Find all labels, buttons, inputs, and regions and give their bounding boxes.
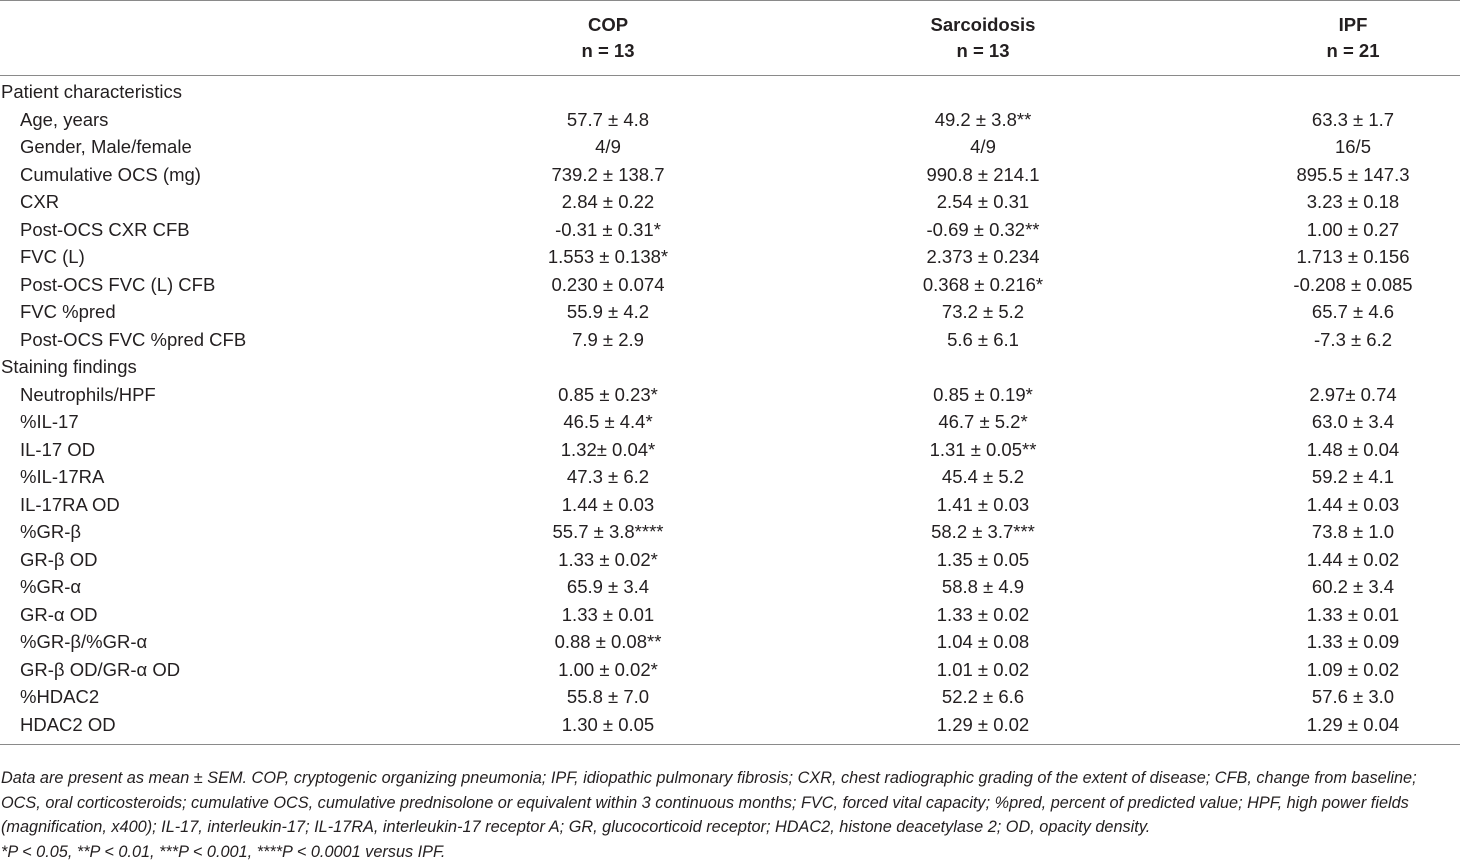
row-label: %GR-β xyxy=(20,521,82,542)
value-cell-cop: 0.85 ± 0.23* xyxy=(558,383,658,405)
row-label: CXR xyxy=(20,191,60,212)
row-label: GR-α OD xyxy=(20,603,98,625)
table-row xyxy=(0,518,1460,546)
value-cell-cop: -0.31 ± 0.31* xyxy=(555,218,661,240)
value-cell-sarcoidosis: 5.6 ± 6.1 xyxy=(947,328,1019,350)
value-cell-sarcoidosis: 1.33 ± 0.02 xyxy=(936,603,1030,625)
table-row xyxy=(0,271,1460,299)
section-row xyxy=(0,353,1460,381)
value-cell-ipf: 60.2 ± 3.4 xyxy=(1311,576,1395,597)
table-row xyxy=(0,161,1460,189)
table-row xyxy=(0,711,1460,745)
row-label: Post-OCS FVC %pred CFB xyxy=(20,328,247,350)
table-header xyxy=(0,1,1460,76)
header-blank-cell xyxy=(0,1,440,76)
value-cell-sarcoidosis: 0.368 ± 0.216* xyxy=(922,273,1044,295)
table-footnote xyxy=(1,766,1459,864)
value-cell-sarcoidosis: 4/9 xyxy=(970,136,996,157)
value-cell-cop: 4/9 xyxy=(595,136,621,157)
value-cell-sarcoidosis: 49.2 ± 3.8** xyxy=(934,108,1032,130)
table-row xyxy=(0,188,1460,216)
column-name: COP xyxy=(587,14,629,35)
value-cell-sarcoidosis: 45.4 ± 5.2 xyxy=(941,466,1025,487)
row-label: FVC (L) xyxy=(20,246,85,267)
value-cell-sarcoidosis: 1.41 ± 0.03 xyxy=(936,493,1030,515)
value-cell-sarcoidosis: 1.29 ± 0.02 xyxy=(748,711,1218,745)
value-cell-sarcoidosis: 1.35 ± 0.05 xyxy=(936,548,1030,570)
value-cell-ipf: 57.6 ± 3.0 xyxy=(1311,686,1395,707)
value-cell-sarcoidosis: 73.2 ± 5.2 xyxy=(941,301,1025,322)
value-cell-cop: 0.88 ± 0.08** xyxy=(554,631,662,652)
row-label: Gender, Male/female xyxy=(20,136,192,157)
value-cell-cop: 1.32± 0.04* xyxy=(560,438,656,460)
table-row xyxy=(0,106,1460,134)
value-cell-cop: 57.7 ± 4.8 xyxy=(566,108,650,130)
row-label: %HDAC2 xyxy=(20,686,100,707)
value-cell-sarcoidosis: -0.69 ± 0.32** xyxy=(926,218,1040,240)
value-cell-sarcoidosis: 52.2 ± 6.6 xyxy=(941,686,1025,707)
table-row xyxy=(0,656,1460,684)
value-cell-ipf: 2.97± 0.74 xyxy=(1309,383,1397,405)
row-label: HDAC2 OD xyxy=(0,711,440,745)
column-header-cop xyxy=(440,1,748,76)
row-label: GR-β OD xyxy=(20,548,98,570)
value-cell-ipf: 16/5 xyxy=(1334,136,1371,157)
table-row xyxy=(0,326,1460,354)
value-cell-cop: 55.9 ± 4.2 xyxy=(566,301,650,322)
value-cell-ipf: 1.29 ± 0.04 xyxy=(1218,711,1460,745)
value-cell-cop: 1.00 ± 0.02* xyxy=(558,658,658,680)
footnote-abbreviations: Data are present as mean ± SEM. COP, cryptogenic organizing pneumonia; IPF, idiopathic pulmonary fibrosis; CXR, chest radiographic grading of the extent of disease; CFB, change from baseline; OCS, oral corticosteroids; cumulative OCS, cumulative prednisolone or equivalent within 3 continuous months; FVC, forced vital capacity; %pred, percent of predicted value; HPF, high power fields (magnification, x400); IL-17, interleukin-17; IL-17RA, interleukin-17 receptor A; GR, glucocorticoid receptor; HDAC2, histone deacetylase 2; OD, opacity density. xyxy=(1,769,1417,836)
value-cell-cop: 47.3 ± 6.2 xyxy=(566,466,650,487)
row-label: Neutrophils/HPF xyxy=(20,383,156,405)
table-row xyxy=(0,601,1460,629)
value-cell-sarcoidosis: 1.31 ± 0.05** xyxy=(929,438,1037,460)
value-cell-ipf: 895.5 ± 147.3 xyxy=(1296,163,1410,185)
column-name: Sarcoidosis xyxy=(930,14,1036,35)
footnote-significance: *P < 0.05, **P < 0.01, ***P < 0.001, ****P < 0.0001 versus IPF. xyxy=(1,842,446,861)
value-cell-sarcoidosis: 58.8 ± 4.9 xyxy=(941,576,1025,597)
column-n: n = 21 xyxy=(1326,40,1380,61)
table-row xyxy=(0,216,1460,244)
value-cell-ipf: 1.33 ± 0.01 xyxy=(1306,603,1400,625)
value-cell-sarcoidosis: 46.7 ± 5.2* xyxy=(938,411,1028,432)
value-cell-ipf: 63.3 ± 1.7 xyxy=(1311,108,1395,130)
row-label: %GR-α xyxy=(20,576,82,597)
row-label: %IL-17RA xyxy=(20,466,105,487)
value-cell-ipf: 59.2 ± 4.1 xyxy=(1311,466,1395,487)
value-cell-cop: 55.8 ± 7.0 xyxy=(566,686,650,707)
value-cell-ipf: 1.44 ± 0.03 xyxy=(1306,493,1400,515)
column-header-ipf xyxy=(1218,1,1460,76)
value-cell-cop: 1.33 ± 0.02* xyxy=(558,548,658,570)
value-cell-sarcoidosis: 1.01 ± 0.02 xyxy=(936,658,1030,680)
column-header-sarcoidosis xyxy=(748,1,1218,76)
value-cell-ipf: 63.0 ± 3.4 xyxy=(1311,411,1395,432)
value-cell-cop: 1.553 ± 0.138* xyxy=(547,246,669,267)
value-cell-ipf: 1.33 ± 0.09 xyxy=(1306,631,1400,652)
table-row xyxy=(0,408,1460,436)
value-cell-ipf: 1.713 ± 0.156 xyxy=(1296,246,1410,267)
value-cell-cop: 65.9 ± 3.4 xyxy=(566,576,650,597)
value-cell-ipf: 1.48 ± 0.04 xyxy=(1306,438,1400,460)
value-cell-sarcoidosis: 2.373 ± 0.234 xyxy=(926,246,1040,267)
section-row xyxy=(0,76,1460,106)
table-row xyxy=(0,243,1460,271)
value-cell-cop: 46.5 ± 4.4* xyxy=(563,411,653,432)
table-body xyxy=(0,76,1460,745)
table-row xyxy=(0,683,1460,711)
table-row xyxy=(0,381,1460,409)
value-cell-ipf: 1.44 ± 0.02 xyxy=(1306,548,1400,570)
value-cell-ipf: -7.3 ± 6.2 xyxy=(1313,328,1393,350)
table-row xyxy=(0,628,1460,656)
table-row xyxy=(0,491,1460,519)
row-label: GR-β OD/GR-α OD xyxy=(20,658,181,680)
value-cell-sarcoidosis: 58.2 ± 3.7*** xyxy=(931,521,1035,542)
row-label: Post-OCS CXR CFB xyxy=(20,218,190,240)
row-label: %IL-17 xyxy=(20,411,79,432)
table-row xyxy=(0,133,1460,161)
table-row xyxy=(0,436,1460,464)
column-n: n = 13 xyxy=(956,40,1010,61)
value-cell-ipf: 1.00 ± 0.27 xyxy=(1306,218,1400,240)
value-cell-ipf: 65.7 ± 4.6 xyxy=(1311,301,1395,322)
row-label: IL-17RA OD xyxy=(20,493,120,515)
row-label: Cumulative OCS (mg) xyxy=(20,163,201,185)
value-cell-ipf: 73.8 ± 1.0 xyxy=(1311,521,1395,542)
row-label: %GR-β/%GR-α xyxy=(20,631,148,652)
value-cell-sarcoidosis: 0.85 ± 0.19* xyxy=(933,383,1033,405)
value-cell-cop: 55.7 ± 3.8**** xyxy=(552,521,664,542)
section-title: Staining findings xyxy=(1,356,137,377)
table-row xyxy=(0,298,1460,326)
value-cell-cop: 1.30 ± 0.05 xyxy=(440,711,748,745)
table-row xyxy=(0,573,1460,601)
row-label: IL-17 OD xyxy=(20,438,96,460)
row-label: Post-OCS FVC (L) CFB xyxy=(20,273,216,295)
table-row xyxy=(0,463,1460,491)
value-cell-sarcoidosis: 2.54 ± 0.31 xyxy=(936,191,1030,212)
value-cell-cop: 2.84 ± 0.22 xyxy=(561,191,655,212)
value-cell-ipf: -0.208 ± 0.085 xyxy=(1293,273,1413,295)
value-cell-sarcoidosis: 990.8 ± 214.1 xyxy=(926,163,1040,185)
value-cell-ipf: 3.23 ± 0.18 xyxy=(1306,191,1400,212)
value-cell-cop: 1.44 ± 0.03 xyxy=(561,493,655,515)
column-name: IPF xyxy=(1338,14,1368,35)
value-cell-ipf: 1.09 ± 0.02 xyxy=(1306,658,1400,680)
row-label: FVC %pred xyxy=(20,301,116,322)
value-cell-sarcoidosis: 1.04 ± 0.08 xyxy=(936,631,1030,652)
value-cell-cop: 1.33 ± 0.01 xyxy=(561,603,655,625)
value-cell-cop: 0.230 ± 0.074 xyxy=(551,273,665,295)
table-row xyxy=(0,546,1460,574)
column-n: n = 13 xyxy=(581,40,635,61)
value-cell-cop: 739.2 ± 138.7 xyxy=(551,163,665,185)
header-row xyxy=(0,1,1460,76)
row-label: Age, years xyxy=(20,108,109,130)
section-title: Patient characteristics xyxy=(1,81,182,102)
value-cell-cop: 7.9 ± 2.9 xyxy=(572,328,644,350)
